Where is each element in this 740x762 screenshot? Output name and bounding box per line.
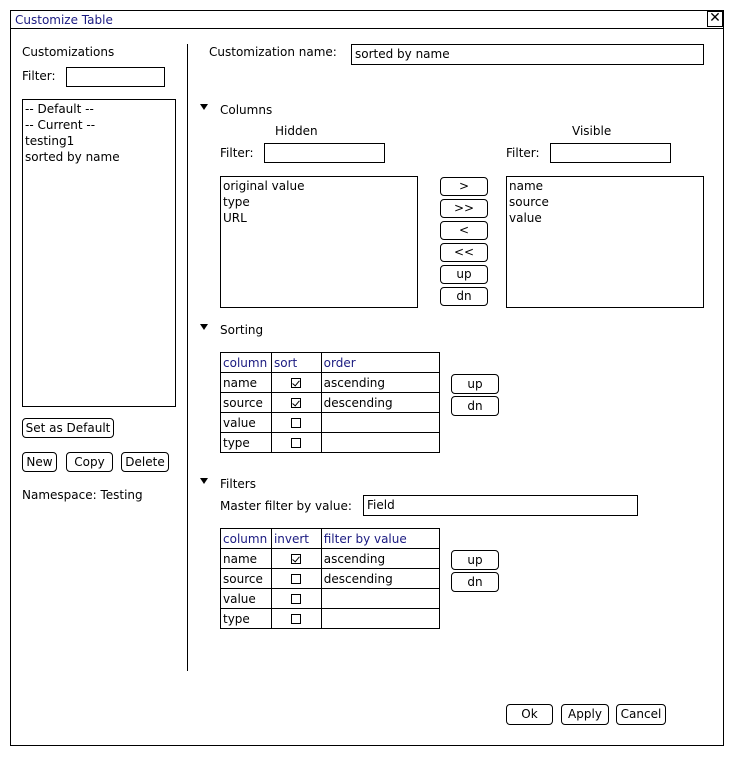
- sort-column-name: name: [221, 373, 272, 393]
- sorting-up-button[interactable]: up: [451, 374, 499, 394]
- panel-divider: [187, 44, 188, 671]
- table-header-row: [221, 529, 440, 549]
- set-as-default-button[interactable]: Set as Default: [22, 418, 114, 438]
- hidden-heading: Hidden: [275, 124, 318, 138]
- sort-order[interactable]: [321, 413, 439, 433]
- sorting-table: [220, 352, 440, 453]
- list-item[interactable]: sorted by name: [25, 150, 120, 164]
- list-item[interactable]: original value: [223, 179, 305, 193]
- customizations-heading: Customizations: [22, 45, 115, 59]
- sorting-heading: Sorting: [220, 323, 264, 337]
- filter-value[interactable]: descending: [321, 569, 439, 589]
- visible-heading: Visible: [572, 124, 612, 138]
- list-item[interactable]: -- Default --: [25, 102, 94, 116]
- list-item[interactable]: name: [509, 179, 544, 193]
- invert-checkbox[interactable]: [291, 594, 301, 604]
- customization-name-input[interactable]: sorted by name: [351, 44, 704, 65]
- sort-column-name: value: [221, 413, 272, 433]
- filter-value[interactable]: [321, 609, 439, 629]
- hidden-columns-list: [220, 176, 418, 308]
- columns-up-button[interactable]: up: [440, 265, 488, 284]
- table-row: [221, 609, 440, 629]
- hidden-filter-label: Filter:: [220, 146, 254, 160]
- customizations-list: [22, 99, 176, 407]
- filter-value[interactable]: ascending: [321, 549, 439, 569]
- column-header: sort: [271, 353, 321, 373]
- columns-down-button[interactable]: dn: [440, 287, 488, 306]
- sort-order[interactable]: descending: [321, 393, 439, 413]
- list-item[interactable]: testing1: [25, 134, 75, 148]
- column-header: invert: [271, 529, 321, 549]
- filters-table: [220, 528, 440, 629]
- column-header: column: [221, 529, 272, 549]
- table-row: [221, 549, 440, 569]
- list-item[interactable]: type: [223, 195, 250, 209]
- apply-button[interactable]: Apply: [561, 704, 609, 725]
- customizations-filter-label: Filter:: [22, 69, 56, 83]
- hidden-filter-input[interactable]: [264, 143, 385, 163]
- visible-columns-list: [506, 176, 704, 308]
- sort-checkbox[interactable]: [291, 438, 301, 448]
- filters-collapse-icon[interactable]: [200, 478, 208, 484]
- filter-column-name: source: [221, 569, 272, 589]
- filter-column-name: value: [221, 589, 272, 609]
- visible-filter-label: Filter:: [506, 146, 540, 160]
- list-item[interactable]: source: [509, 195, 549, 209]
- list-item[interactable]: value: [509, 211, 542, 225]
- filters-up-button[interactable]: up: [451, 550, 499, 570]
- visible-filter-input[interactable]: [550, 143, 671, 163]
- table-row: [221, 373, 440, 393]
- table-row: [221, 433, 440, 453]
- sort-checkbox[interactable]: [291, 398, 301, 408]
- sort-column-name: source: [221, 393, 272, 413]
- ok-button[interactable]: Ok: [506, 704, 553, 725]
- invert-checkbox[interactable]: [291, 614, 301, 624]
- table-row: [221, 393, 440, 413]
- sort-order[interactable]: ascending: [321, 373, 439, 393]
- move-all-right-button[interactable]: >>: [440, 199, 488, 218]
- invert-checkbox[interactable]: [291, 554, 301, 564]
- column-header: column: [221, 353, 272, 373]
- filters-down-button[interactable]: dn: [451, 572, 499, 592]
- move-right-button[interactable]: >: [440, 177, 488, 196]
- table-header-row: [221, 353, 440, 373]
- list-item[interactable]: -- Current --: [25, 118, 96, 132]
- close-icon[interactable]: ✕: [707, 11, 723, 27]
- list-item[interactable]: URL: [223, 211, 247, 225]
- column-header: order: [321, 353, 439, 373]
- move-left-button[interactable]: <: [440, 221, 488, 240]
- invert-checkbox[interactable]: [291, 574, 301, 584]
- sorting-collapse-icon[interactable]: [200, 324, 208, 330]
- filter-value[interactable]: [321, 589, 439, 609]
- sort-checkbox[interactable]: [291, 378, 301, 388]
- table-row: [221, 589, 440, 609]
- sorting-down-button[interactable]: dn: [451, 396, 499, 416]
- sort-checkbox[interactable]: [291, 418, 301, 428]
- customizations-filter-input[interactable]: [66, 67, 165, 87]
- move-all-left-button[interactable]: <<: [440, 243, 488, 262]
- filter-column-name: type: [221, 609, 272, 629]
- filter-column-name: name: [221, 549, 272, 569]
- master-filter-label: Master filter by value:: [220, 499, 352, 513]
- copy-button[interactable]: Copy: [66, 452, 113, 472]
- sort-order[interactable]: [321, 433, 439, 453]
- cancel-button[interactable]: Cancel: [616, 704, 666, 725]
- sort-column-name: type: [221, 433, 272, 453]
- titlebar-divider: [10, 28, 724, 29]
- table-row: [221, 569, 440, 589]
- delete-button[interactable]: Delete: [121, 452, 169, 472]
- filters-heading: Filters: [220, 477, 256, 491]
- table-row: [221, 413, 440, 433]
- namespace-label: Namespace: Testing: [22, 488, 143, 502]
- customization-name-label: Customization name:: [209, 45, 337, 59]
- new-button[interactable]: New: [22, 452, 57, 472]
- master-filter-input[interactable]: Field: [363, 495, 638, 516]
- columns-heading: Columns: [220, 103, 273, 117]
- column-header: filter by value: [321, 529, 439, 549]
- columns-collapse-icon[interactable]: [200, 104, 208, 110]
- window-title: Customize Table: [15, 13, 113, 27]
